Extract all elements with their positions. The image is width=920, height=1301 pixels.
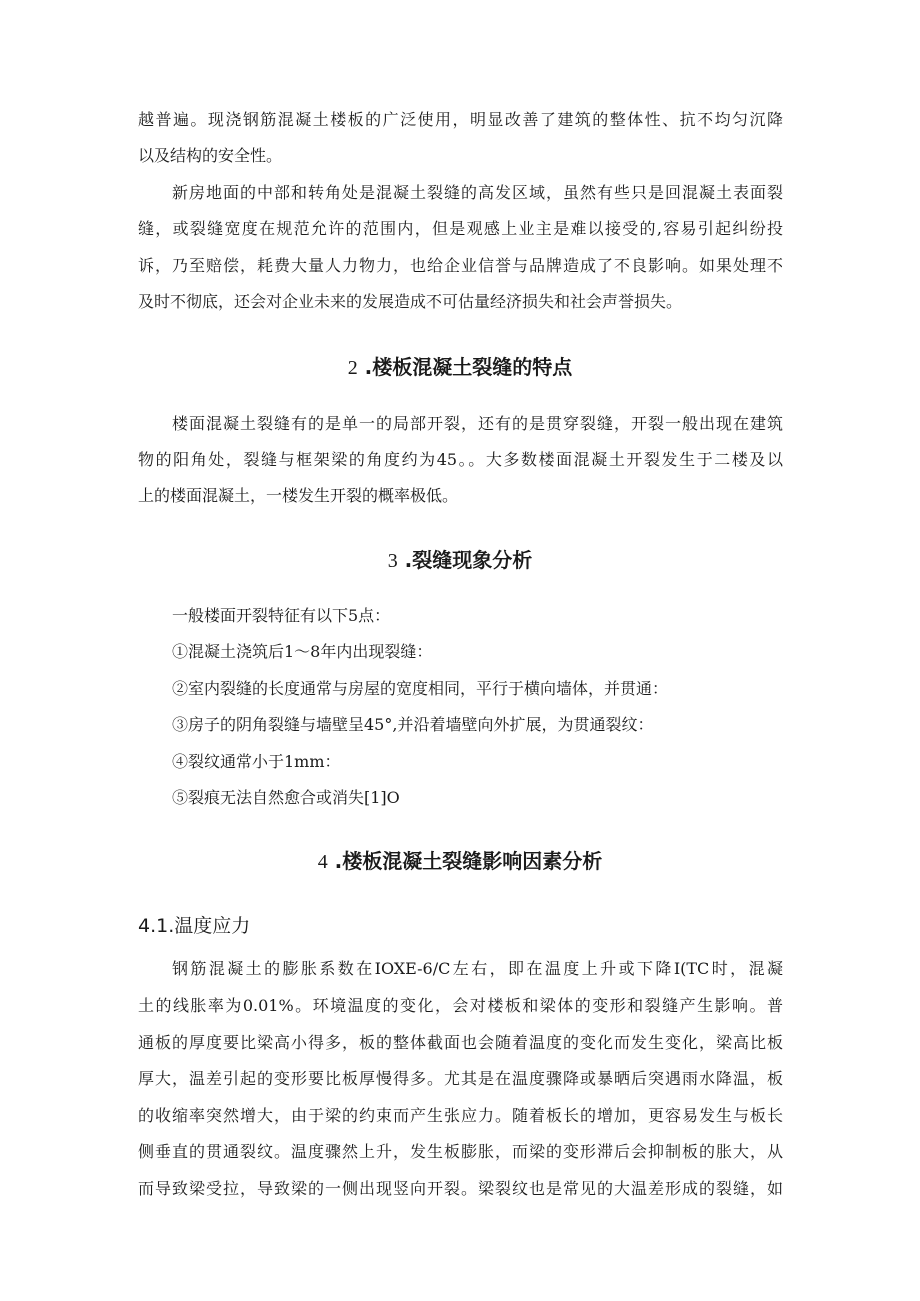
- section-number: 4: [317, 851, 328, 873]
- paragraph-2-line-3: 诉，乃至赔偿，耗费大量人力物力，也给企业信誉与品牌造成了不良影响。如果处理不: [138, 256, 783, 275]
- section-title: .楼板混凝土裂缝影响因素分析: [334, 849, 603, 873]
- list-item: ①混凝土浇筑后1～8年内出现裂缝：: [172, 642, 433, 661]
- list-item: ③房子的阴角裂缝与墙壁呈45°,并沿着墙壁向外扩展，为贯通裂纹：: [172, 715, 654, 734]
- paragraph-2-line-2: 缝，或裂缝宽度在规范允许的范围内，但是观感上业主是难以接受的,容易引起纠纷投: [138, 219, 783, 238]
- subsection-heading-4-1: 4.1.温度应力: [138, 915, 251, 937]
- paragraph-3-line-2: 物的阳角处，裂缝与框架梁的角度约为45。。大多数楼面混凝土开裂发生于二楼及以: [138, 450, 783, 469]
- paragraph-4-line-7: 而导致梁受拉，导致梁的一侧出现竖向开裂。梁裂纹也是常见的大温差形成的裂缝，如: [138, 1179, 783, 1198]
- paragraph-2-line-4: 及时不彻底，还会对企业未来的发展造成不可估量经济损失和社会声誉损失。: [138, 292, 683, 311]
- list-item: ⑤裂痕无法自然愈合或消失[1]O: [172, 788, 400, 807]
- section-title: .楼板混凝土裂缝的特点: [364, 355, 573, 379]
- list-intro: 一般楼面开裂特征有以下5点：: [172, 606, 391, 625]
- section-heading-2: [0, 353, 920, 382]
- paragraph-4-line-1: 钢筋混凝土的膨胀系数在IOXE-6/C左右，即在温度上升或下降I(TC时，混凝: [172, 959, 783, 978]
- section-heading-3: [0, 546, 920, 575]
- paragraph-1-line-2: 以及结构的安全性。: [138, 146, 283, 165]
- paragraph-4-line-2: 土的线胀率为0.01%。环境温度的变化，会对楼板和梁体的变形和裂缝产生影响。普: [138, 996, 783, 1015]
- paragraph-1-line-1: 越普遍。现浇钢筋混凝土楼板的广泛使用，明显改善了建筑的整体性、抗不均匀沉降: [138, 110, 783, 129]
- section-heading-4: [0, 847, 920, 876]
- section-number: 3: [387, 550, 398, 572]
- section-title: .裂缝现象分析: [404, 548, 533, 572]
- paragraph-2-line-1: 新房地面的中部和转角处是混凝土裂缝的高发区域，虽然有些只是回混凝土表面裂: [172, 183, 783, 202]
- paragraph-3-line-1: 楼面混凝土裂缝有的是单一的局部开裂，还有的是贯穿裂缝，开裂一般出现在建筑: [172, 414, 783, 433]
- paragraph-4-line-3: 通板的厚度要比梁高小得多，板的整体截面也会随着温度的变化而发生变化，梁高比板: [138, 1033, 783, 1052]
- paragraph-4-line-5: 的收缩率突然增大，由于梁的约束而产生张应力。随着板长的增加，更容易发生与板长: [138, 1106, 783, 1125]
- section-number: 2: [347, 357, 358, 379]
- paragraph-4-line-4: 厚大，温差引起的变形要比板厚慢得多。尤其是在温度骤降或暴晒后突遇雨水降温，板: [138, 1069, 783, 1088]
- list-item: ④裂纹通常小于1mm：: [172, 752, 341, 771]
- list-item: ②室内裂缝的长度通常与房屋的宽度相同，平行于横向墙体，并贯通：: [172, 679, 669, 698]
- paragraph-3-line-3: 上的楼面混凝土，一楼发生开裂的概率极低。: [138, 486, 459, 505]
- paragraph-4-line-6: 侧垂直的贯通裂纹。温度骤然上升，发生板膨胀，而梁的变形滞后会抑制板的胀大，从: [138, 1142, 783, 1161]
